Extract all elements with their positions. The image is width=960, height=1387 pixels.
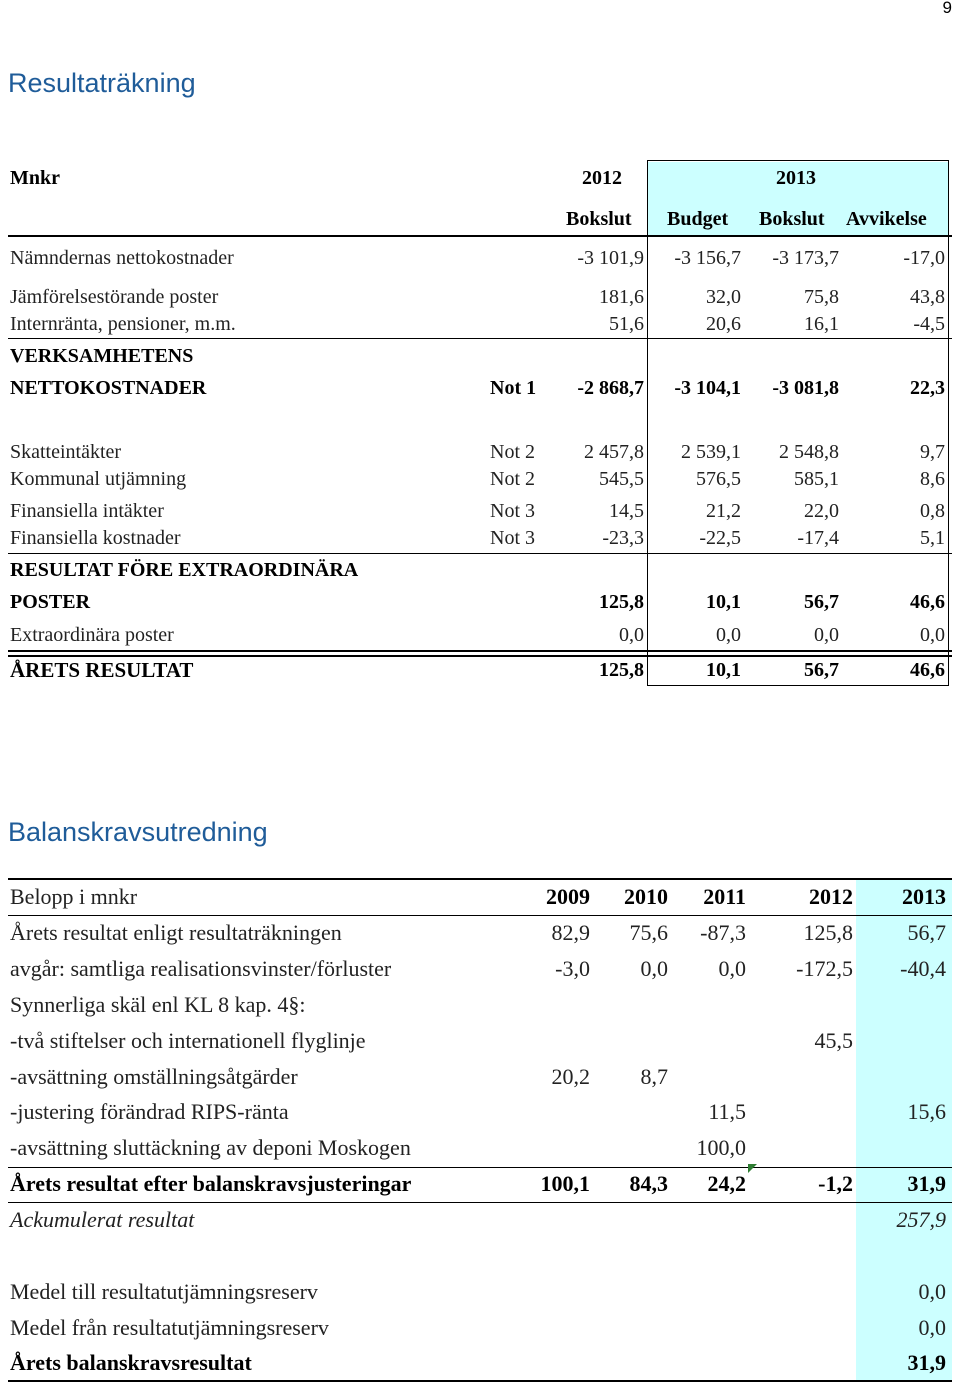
- cell-2013-bokslut: 56,7: [804, 659, 839, 681]
- header-year-2012: 2012: [809, 884, 853, 909]
- cell-2011: 0,0: [718, 956, 746, 981]
- header-col-budget: Budget: [667, 208, 729, 230]
- cell-2013-budget: 0,0: [716, 624, 741, 646]
- row-label: RESULTAT FÖRE EXTRAORDINÄRA: [10, 559, 359, 581]
- cell-2013: 0,0: [918, 1315, 946, 1340]
- cell-2012-bokslut: 51,6: [609, 313, 644, 335]
- page-number: 9: [942, 0, 952, 17]
- cell-2012: 125,8: [803, 920, 853, 945]
- cell-2013-budget: 21,2: [706, 500, 741, 522]
- cell-2011: 100,0: [696, 1135, 746, 1160]
- row-label: VERKSAMHETENS: [10, 345, 194, 367]
- cell-2009: 100,1: [540, 1171, 590, 1196]
- income-statement-title: Resultaträkning: [8, 68, 196, 98]
- row-label: -avsättning omställningsåtgärder: [10, 1064, 298, 1089]
- cell-2012-bokslut: -3 101,9: [577, 247, 644, 269]
- cell-2010: 8,7: [640, 1064, 668, 1089]
- row-note: Not 2: [490, 441, 535, 463]
- row-label-line2: NETTOKOSTNADER: [10, 377, 207, 399]
- cell-avvikelse: -4,5: [913, 313, 945, 335]
- header-col-avvikelse: Avvikelse: [846, 208, 927, 230]
- cell-2012: 45,5: [814, 1028, 853, 1053]
- cell-2013-bokslut: 56,7: [804, 591, 839, 613]
- row-label: avgår: samtliga realisationsvinster/förluster: [10, 956, 392, 981]
- cell-2009: 82,9: [551, 920, 590, 945]
- cell-2013-bokslut: 2 548,8: [779, 441, 839, 463]
- row-label-line2: POSTER: [10, 591, 91, 613]
- cell-comment-marker-icon: [748, 1164, 758, 1174]
- cell-2013: 0,0: [918, 1279, 946, 1304]
- cell-2013-budget: 20,6: [706, 313, 741, 335]
- header-year-2012: 2012: [582, 167, 622, 189]
- header-year-2009: 2009: [546, 884, 590, 909]
- row-label: Finansiella kostnader: [10, 527, 181, 549]
- header-year-2010: 2010: [624, 884, 668, 909]
- cell-2012-bokslut: 0,0: [619, 624, 644, 646]
- row-label: Kommunal utjämning: [10, 468, 187, 490]
- cell-2010: 84,3: [629, 1171, 668, 1196]
- cell-2013: 56,7: [907, 920, 946, 945]
- cell-2012-bokslut: -2 868,7: [577, 377, 644, 399]
- header-year-2011: 2011: [703, 884, 746, 909]
- cell-2012-bokslut: -23,3: [602, 527, 644, 549]
- cell-2013-bokslut: 585,1: [794, 468, 839, 490]
- header-year-2013: 2013: [776, 167, 816, 189]
- cell-avvikelse: 0,8: [920, 500, 945, 522]
- cell-2013: 31,9: [907, 1171, 946, 1196]
- row-label: -två stiftelser och internationell flyglinje: [10, 1028, 366, 1053]
- cell-2010: 0,0: [640, 956, 668, 981]
- header-year-2013: 2013: [902, 884, 946, 909]
- header-label: Mnkr: [10, 167, 60, 189]
- cell-2010: 75,6: [629, 920, 668, 945]
- cell-2012: -172,5: [796, 956, 853, 981]
- header-label: Belopp i mnkr: [10, 884, 138, 909]
- cell-2013: 31,9: [907, 1350, 946, 1375]
- balance-requirement-title: Balanskravsutredning: [8, 817, 268, 847]
- cell-2013: -40,4: [900, 956, 946, 981]
- cell-2012-bokslut: 14,5: [609, 500, 644, 522]
- cell-2012-bokslut: 125,8: [599, 591, 644, 613]
- cell-2013-bokslut: 16,1: [804, 313, 839, 335]
- cell-2012-bokslut: 125,8: [599, 659, 644, 681]
- cell-2013-budget: -22,5: [699, 527, 741, 549]
- cell-2013: 15,6: [907, 1099, 946, 1124]
- cell-avvikelse: 22,3: [910, 377, 945, 399]
- cell-2012-bokslut: 2 457,8: [584, 441, 644, 463]
- row-label: Jämförelsestörande poster: [10, 286, 219, 308]
- row-label: Ackumulerat resultat: [10, 1207, 195, 1232]
- cell-2012-bokslut: 181,6: [599, 286, 644, 308]
- cell-avvikelse: 9,7: [920, 441, 945, 463]
- cell-2009: -3,0: [555, 956, 590, 981]
- cell-avvikelse: 8,6: [920, 468, 945, 490]
- row-note: Not 1: [490, 377, 537, 399]
- row-label: Medel till resultatutjämningsreserv: [10, 1279, 318, 1304]
- row-label: Nämndernas nettokostnader: [10, 247, 234, 269]
- cell-2012-bokslut: 545,5: [599, 468, 644, 490]
- cell-2012: -1,2: [818, 1171, 853, 1196]
- header-col-bokslut-2012: Bokslut: [566, 208, 632, 230]
- cell-2013-budget: 10,1: [706, 659, 741, 681]
- row-label: Medel från resultatutjämningsreserv: [10, 1315, 329, 1340]
- cell-avvikelse: 46,6: [910, 591, 945, 613]
- row-label: -justering förändrad RIPS-ränta: [10, 1099, 289, 1124]
- cell-2013-bokslut: -17,4: [797, 527, 839, 549]
- cell-2013: 257,9: [896, 1207, 946, 1232]
- header-col-bokslut-2013: Bokslut: [759, 208, 825, 230]
- cell-2013-bokslut: -3 173,7: [772, 247, 839, 269]
- row-label: Årets resultat efter balanskravsjusteringar: [10, 1171, 412, 1196]
- row-label: Internränta, pensioner, m.m.: [10, 313, 236, 335]
- row-label: Skatteintäkter: [10, 441, 122, 463]
- cell-2013-budget: 2 539,1: [681, 441, 741, 463]
- row-label: ÅRETS RESULTAT: [10, 658, 194, 682]
- row-note: Not 3: [490, 527, 535, 549]
- row-label: Extraordinära poster: [10, 624, 174, 646]
- cell-2013-bokslut: 75,8: [804, 286, 839, 308]
- cell-avvikelse: 5,1: [920, 527, 945, 549]
- cell-2013-bokslut: -3 081,8: [772, 377, 839, 399]
- cell-2013-budget: 10,1: [706, 591, 741, 613]
- row-note: Not 3: [490, 500, 535, 522]
- cell-2011: -87,3: [700, 920, 746, 945]
- row-label: Finansiella intäkter: [10, 500, 164, 522]
- cell-2013-budget: -3 104,1: [674, 377, 741, 399]
- cell-2013-budget: 576,5: [696, 468, 741, 490]
- row-label: -avsättning sluttäckning av deponi Moskogen: [10, 1135, 411, 1160]
- cell-avvikelse: 43,8: [910, 286, 945, 308]
- cell-2013-budget: -3 156,7: [674, 247, 741, 269]
- cell-2013-bokslut: 22,0: [804, 500, 839, 522]
- row-label: Årets balanskravsresultat: [10, 1350, 252, 1375]
- cell-2011: 24,2: [707, 1171, 746, 1196]
- cell-2013-bokslut: 0,0: [814, 624, 839, 646]
- row-note: Not 2: [490, 468, 535, 490]
- cell-avvikelse: 0,0: [920, 624, 945, 646]
- cell-2013-budget: 32,0: [706, 286, 741, 308]
- row-label: Synnerliga skäl enl KL 8 kap. 4§:: [10, 992, 306, 1017]
- cell-2009: 20,2: [551, 1064, 590, 1089]
- cell-2011: 11,5: [708, 1099, 746, 1124]
- cell-avvikelse: -17,0: [903, 247, 945, 269]
- row-label: Årets resultat enligt resultaträkningen: [10, 920, 342, 945]
- cell-avvikelse: 46,6: [910, 659, 945, 681]
